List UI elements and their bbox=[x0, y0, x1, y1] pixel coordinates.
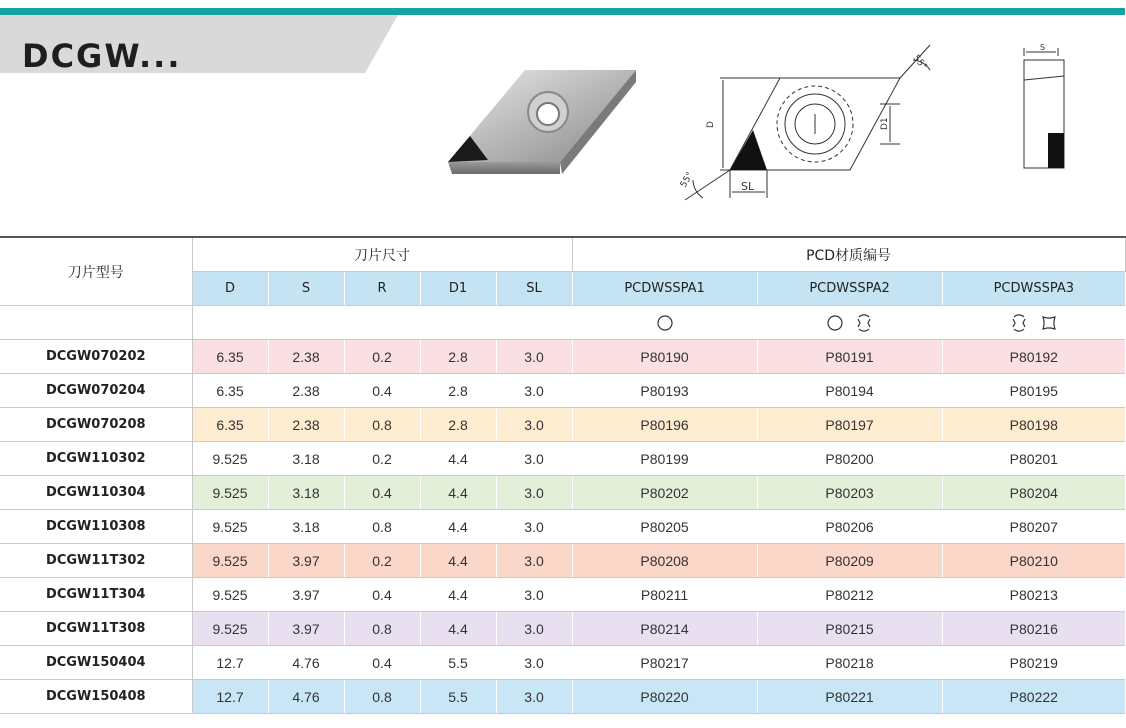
table-row bbox=[0, 510, 1125, 544]
grade-1-code: P80202 bbox=[572, 476, 757, 510]
page-title: DCGW... bbox=[22, 37, 182, 75]
value-r: 0.2 bbox=[344, 442, 420, 476]
value-d: 9.525 bbox=[192, 442, 268, 476]
header-pcd-grade: PCD材质编号 bbox=[572, 237, 1125, 272]
grade-3-code: P80204 bbox=[942, 476, 1125, 510]
value-d: 9.525 bbox=[192, 476, 268, 510]
value-sl: 3.0 bbox=[496, 680, 572, 714]
insert-model: DCGW11T304 bbox=[0, 578, 192, 612]
grade-1-code: P80199 bbox=[572, 442, 757, 476]
value-d: 9.525 bbox=[192, 544, 268, 578]
value-sl: 3.0 bbox=[496, 476, 572, 510]
value-d1: 4.4 bbox=[420, 612, 496, 646]
value-r: 0.4 bbox=[344, 646, 420, 680]
table-row bbox=[0, 408, 1125, 442]
value-sl: 3.0 bbox=[496, 612, 572, 646]
col-header-grade-3: PCDWSSPA3 bbox=[942, 272, 1125, 306]
grade-1-code: P80193 bbox=[572, 374, 757, 408]
value-d1: 4.4 bbox=[420, 476, 496, 510]
grade-2-code: P80194 bbox=[757, 374, 942, 408]
grade-2-code: P80209 bbox=[757, 544, 942, 578]
value-sl: 3.0 bbox=[496, 544, 572, 578]
grade-2-code: P80200 bbox=[757, 442, 942, 476]
dim-label-sl: SL bbox=[741, 180, 755, 193]
table-row bbox=[0, 476, 1125, 510]
insert-model: DCGW11T308 bbox=[0, 612, 192, 646]
value-s: 3.18 bbox=[268, 442, 344, 476]
grade-3-code: P80213 bbox=[942, 578, 1125, 612]
grade-2-code: P80206 bbox=[757, 510, 942, 544]
grade-3-code: P80192 bbox=[942, 340, 1125, 374]
value-d1: 5.5 bbox=[420, 646, 496, 680]
table-row bbox=[0, 680, 1125, 714]
value-r: 0.4 bbox=[344, 578, 420, 612]
grade-2-code: P80191 bbox=[757, 340, 942, 374]
table-row bbox=[0, 612, 1125, 646]
insert-model: DCGW070202 bbox=[0, 340, 192, 374]
grade-2-code: P80212 bbox=[757, 578, 942, 612]
table-row bbox=[0, 374, 1125, 408]
angle-label-top: 55° bbox=[910, 53, 929, 73]
value-s: 3.97 bbox=[268, 578, 344, 612]
continuous-cut-icon bbox=[656, 314, 674, 332]
value-s: 4.76 bbox=[268, 646, 344, 680]
table-row bbox=[0, 578, 1125, 612]
grade-2-code: P80197 bbox=[757, 408, 942, 442]
header-model: 刀片型号 bbox=[0, 237, 192, 306]
table-row bbox=[0, 646, 1125, 680]
grade-3-icons bbox=[942, 306, 1125, 340]
value-d1: 4.4 bbox=[420, 578, 496, 612]
value-d: 6.35 bbox=[192, 408, 268, 442]
value-d1: 4.4 bbox=[420, 544, 496, 578]
value-d1: 2.8 bbox=[420, 340, 496, 374]
insert-dimension-drawing bbox=[675, 40, 929, 215]
spec-table bbox=[0, 236, 1126, 714]
value-s: 4.76 bbox=[268, 680, 344, 714]
value-d: 9.525 bbox=[192, 510, 268, 544]
value-s: 3.18 bbox=[268, 476, 344, 510]
value-sl: 3.0 bbox=[496, 340, 572, 374]
table-row bbox=[0, 340, 1125, 374]
grade-3-code: P80219 bbox=[942, 646, 1125, 680]
grade-3-code: P80210 bbox=[942, 544, 1125, 578]
value-sl: 3.0 bbox=[496, 510, 572, 544]
table-row bbox=[0, 442, 1125, 476]
value-d: 12.7 bbox=[192, 646, 268, 680]
col-header-sl: SL bbox=[496, 272, 572, 306]
value-s: 2.38 bbox=[268, 408, 344, 442]
grade-1-code: P80220 bbox=[572, 680, 757, 714]
grade-1-code: P80196 bbox=[572, 408, 757, 442]
grade-3-code: P80216 bbox=[942, 612, 1125, 646]
value-d1: 2.8 bbox=[420, 408, 496, 442]
dim-label-d1: D1 bbox=[880, 117, 890, 130]
col-header-s: S bbox=[268, 272, 344, 306]
value-s: 3.97 bbox=[268, 612, 344, 646]
value-s: 3.18 bbox=[268, 510, 344, 544]
col-header-r: R bbox=[344, 272, 420, 306]
grade-1-code: P80190 bbox=[572, 340, 757, 374]
col-header-grade-1: PCDWSSPA1 bbox=[572, 272, 757, 306]
interrupted-cut-icon bbox=[855, 314, 873, 332]
grade-3-code: P80195 bbox=[942, 374, 1125, 408]
insert-model: DCGW110304 bbox=[0, 476, 192, 510]
value-d1: 4.4 bbox=[420, 442, 496, 476]
continuous-cut-icon bbox=[826, 314, 844, 332]
col-header-grade-2: PCDWSSPA2 bbox=[757, 272, 942, 306]
value-d: 9.525 bbox=[192, 612, 268, 646]
value-r: 0.2 bbox=[344, 340, 420, 374]
application-icon-row bbox=[0, 306, 1125, 340]
angle-label-bottom: 55° bbox=[678, 170, 696, 190]
interrupted-cut-icon bbox=[1010, 314, 1028, 332]
grade-3-code: P80222 bbox=[942, 680, 1125, 714]
value-r: 0.8 bbox=[344, 408, 420, 442]
grade-1-code: P80214 bbox=[572, 612, 757, 646]
insert-model: DCGW11T302 bbox=[0, 544, 192, 578]
value-r: 0.8 bbox=[344, 510, 420, 544]
dim-label-s: S bbox=[1040, 43, 1046, 52]
grade-2-code: P80203 bbox=[757, 476, 942, 510]
insert-product-image bbox=[440, 62, 640, 182]
value-r: 0.4 bbox=[344, 476, 420, 510]
value-r: 0.4 bbox=[344, 374, 420, 408]
insert-model: DCGW070208 bbox=[0, 408, 192, 442]
value-r: 0.2 bbox=[344, 544, 420, 578]
grade-1-code: P80211 bbox=[572, 578, 757, 612]
value-sl: 3.0 bbox=[496, 374, 572, 408]
insert-side-view-drawing bbox=[1010, 40, 1070, 170]
insert-model: DCGW150404 bbox=[0, 646, 192, 680]
grade-2-code: P80215 bbox=[757, 612, 942, 646]
accent-bar bbox=[0, 8, 1125, 15]
value-d1: 2.8 bbox=[420, 374, 496, 408]
value-sl: 3.0 bbox=[496, 646, 572, 680]
grade-2-code: P80221 bbox=[757, 680, 942, 714]
col-header-d: D bbox=[192, 272, 268, 306]
value-sl: 3.0 bbox=[496, 578, 572, 612]
value-s: 2.38 bbox=[268, 340, 344, 374]
grade-1-code: P80217 bbox=[572, 646, 757, 680]
insert-model: DCGW150408 bbox=[0, 680, 192, 714]
table-row bbox=[0, 544, 1125, 578]
value-d1: 4.4 bbox=[420, 510, 496, 544]
col-header-d1: D1 bbox=[420, 272, 496, 306]
value-d: 9.525 bbox=[192, 578, 268, 612]
grade-3-code: P80207 bbox=[942, 510, 1125, 544]
header-dimensions: 刀片尺寸 bbox=[192, 237, 572, 272]
value-sl: 3.0 bbox=[496, 442, 572, 476]
grade-1-icons bbox=[572, 306, 757, 340]
value-d: 12.7 bbox=[192, 680, 268, 714]
grade-3-code: P80198 bbox=[942, 408, 1125, 442]
heavy-interrupted-cut-icon bbox=[1040, 314, 1058, 332]
value-d: 6.35 bbox=[192, 374, 268, 408]
value-d1: 5.5 bbox=[420, 680, 496, 714]
grade-2-code: P80218 bbox=[757, 646, 942, 680]
value-sl: 3.0 bbox=[496, 408, 572, 442]
insert-model: DCGW070204 bbox=[0, 374, 192, 408]
value-r: 0.8 bbox=[344, 680, 420, 714]
value-r: 0.8 bbox=[344, 612, 420, 646]
insert-model: DCGW110308 bbox=[0, 510, 192, 544]
value-s: 3.97 bbox=[268, 544, 344, 578]
dim-label-d: D bbox=[706, 121, 716, 128]
grade-3-code: P80201 bbox=[942, 442, 1125, 476]
value-d: 6.35 bbox=[192, 340, 268, 374]
grade-1-code: P80205 bbox=[572, 510, 757, 544]
title-band bbox=[0, 15, 400, 73]
grade-1-code: P80208 bbox=[572, 544, 757, 578]
insert-model: DCGW110302 bbox=[0, 442, 192, 476]
grade-2-icons bbox=[757, 306, 942, 340]
value-s: 2.38 bbox=[268, 374, 344, 408]
